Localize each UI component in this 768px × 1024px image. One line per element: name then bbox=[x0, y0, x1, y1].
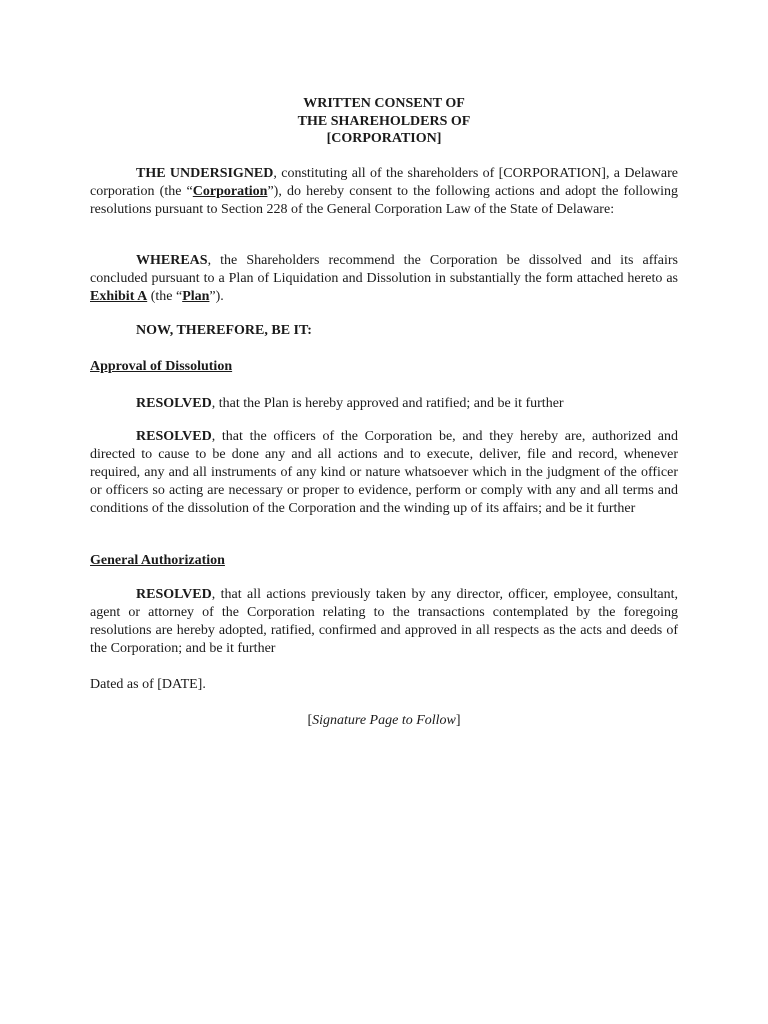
intro-lead: THE UNDERSIGNED bbox=[136, 166, 274, 181]
resolution-2 bbox=[90, 428, 678, 518]
plan-defined-term: Plan bbox=[182, 289, 210, 304]
title-line-2: THE SHAREHOLDERS OF bbox=[297, 113, 471, 129]
dated-line: Dated as of [DATE]. bbox=[90, 677, 206, 692]
resolution-1 bbox=[90, 395, 678, 413]
resolution-2-lead: RESOLVED bbox=[136, 429, 212, 444]
section-heading-authorization bbox=[90, 552, 678, 570]
resolution-3-text: , that all actions previously taken by any director, officer, employee, consultant, agent or attorney of the Corporation relating to the transactions contemplated by the foregoing resolutions are hereby adopted, ratified, confirmed and approved in all respects as the acts and deeds of the Corporation; and be it further bbox=[90, 587, 678, 656]
approval-heading-text: Approval of Dissolution bbox=[90, 359, 233, 374]
document-title bbox=[0, 95, 768, 148]
whereas-lead: WHEREAS bbox=[136, 253, 208, 268]
intro-text-2: ”), do hereby consent to the following actions and adopt the following resolutions pursuant to Section 228 of the General Corporation Law of the State of Delaware: bbox=[90, 184, 678, 217]
authorization-heading-text: General Authorization bbox=[90, 553, 225, 568]
section-heading-approval bbox=[90, 358, 678, 376]
whereas-text-2: (the “ bbox=[147, 289, 183, 304]
whereas-text-1: , the Shareholders recommend the Corporation be dissolved and its affairs concluded pursuant to a Plan of Liquidation and Dissolution in substantially the form attached hereto as bbox=[90, 253, 678, 286]
signature-open-bracket: [ bbox=[307, 713, 313, 728]
whereas-text-3: ”). bbox=[209, 289, 224, 304]
signature-close-bracket: ] bbox=[455, 713, 461, 728]
intro-paragraph bbox=[90, 165, 678, 219]
resolution-1-text: , that the Plan is hereby approved and ratified; and be it further bbox=[211, 396, 564, 411]
resolution-1-lead: RESOLVED bbox=[136, 396, 212, 411]
signature-note bbox=[90, 712, 678, 730]
whereas-paragraph bbox=[90, 252, 678, 306]
exhibit-a-term: Exhibit A bbox=[90, 289, 148, 304]
corporation-defined-term: Corporation bbox=[192, 184, 268, 199]
now-therefore-line: NOW, THEREFORE, BE IT: bbox=[136, 323, 312, 338]
resolution-3-lead: RESOLVED bbox=[136, 587, 212, 602]
signature-note-text: Signature Page to Follow bbox=[312, 713, 456, 728]
resolution-3 bbox=[90, 586, 678, 658]
intro-text-1: , constituting all of the shareholders of [CORPORATION], a Delaware corporation (the “ bbox=[90, 166, 679, 199]
resolution-2-text: , that the officers of the Corporation be, and they hereby are, authorized and directed to cause to be done any and all actions and to execute, deliver, file and record, whenever required, any and all instruments of any kind or nature whatsoever which in the judgment of the officer or officers so acting are necessary or proper to evidence, perform or comply with any and all terms and conditions of the dissolution of the Corporation and the winding up of its affairs; and be it further bbox=[90, 429, 678, 516]
title-line-1: WRITTEN CONSENT OF bbox=[303, 96, 465, 111]
title-line-3: [CORPORATION] bbox=[326, 131, 442, 146]
